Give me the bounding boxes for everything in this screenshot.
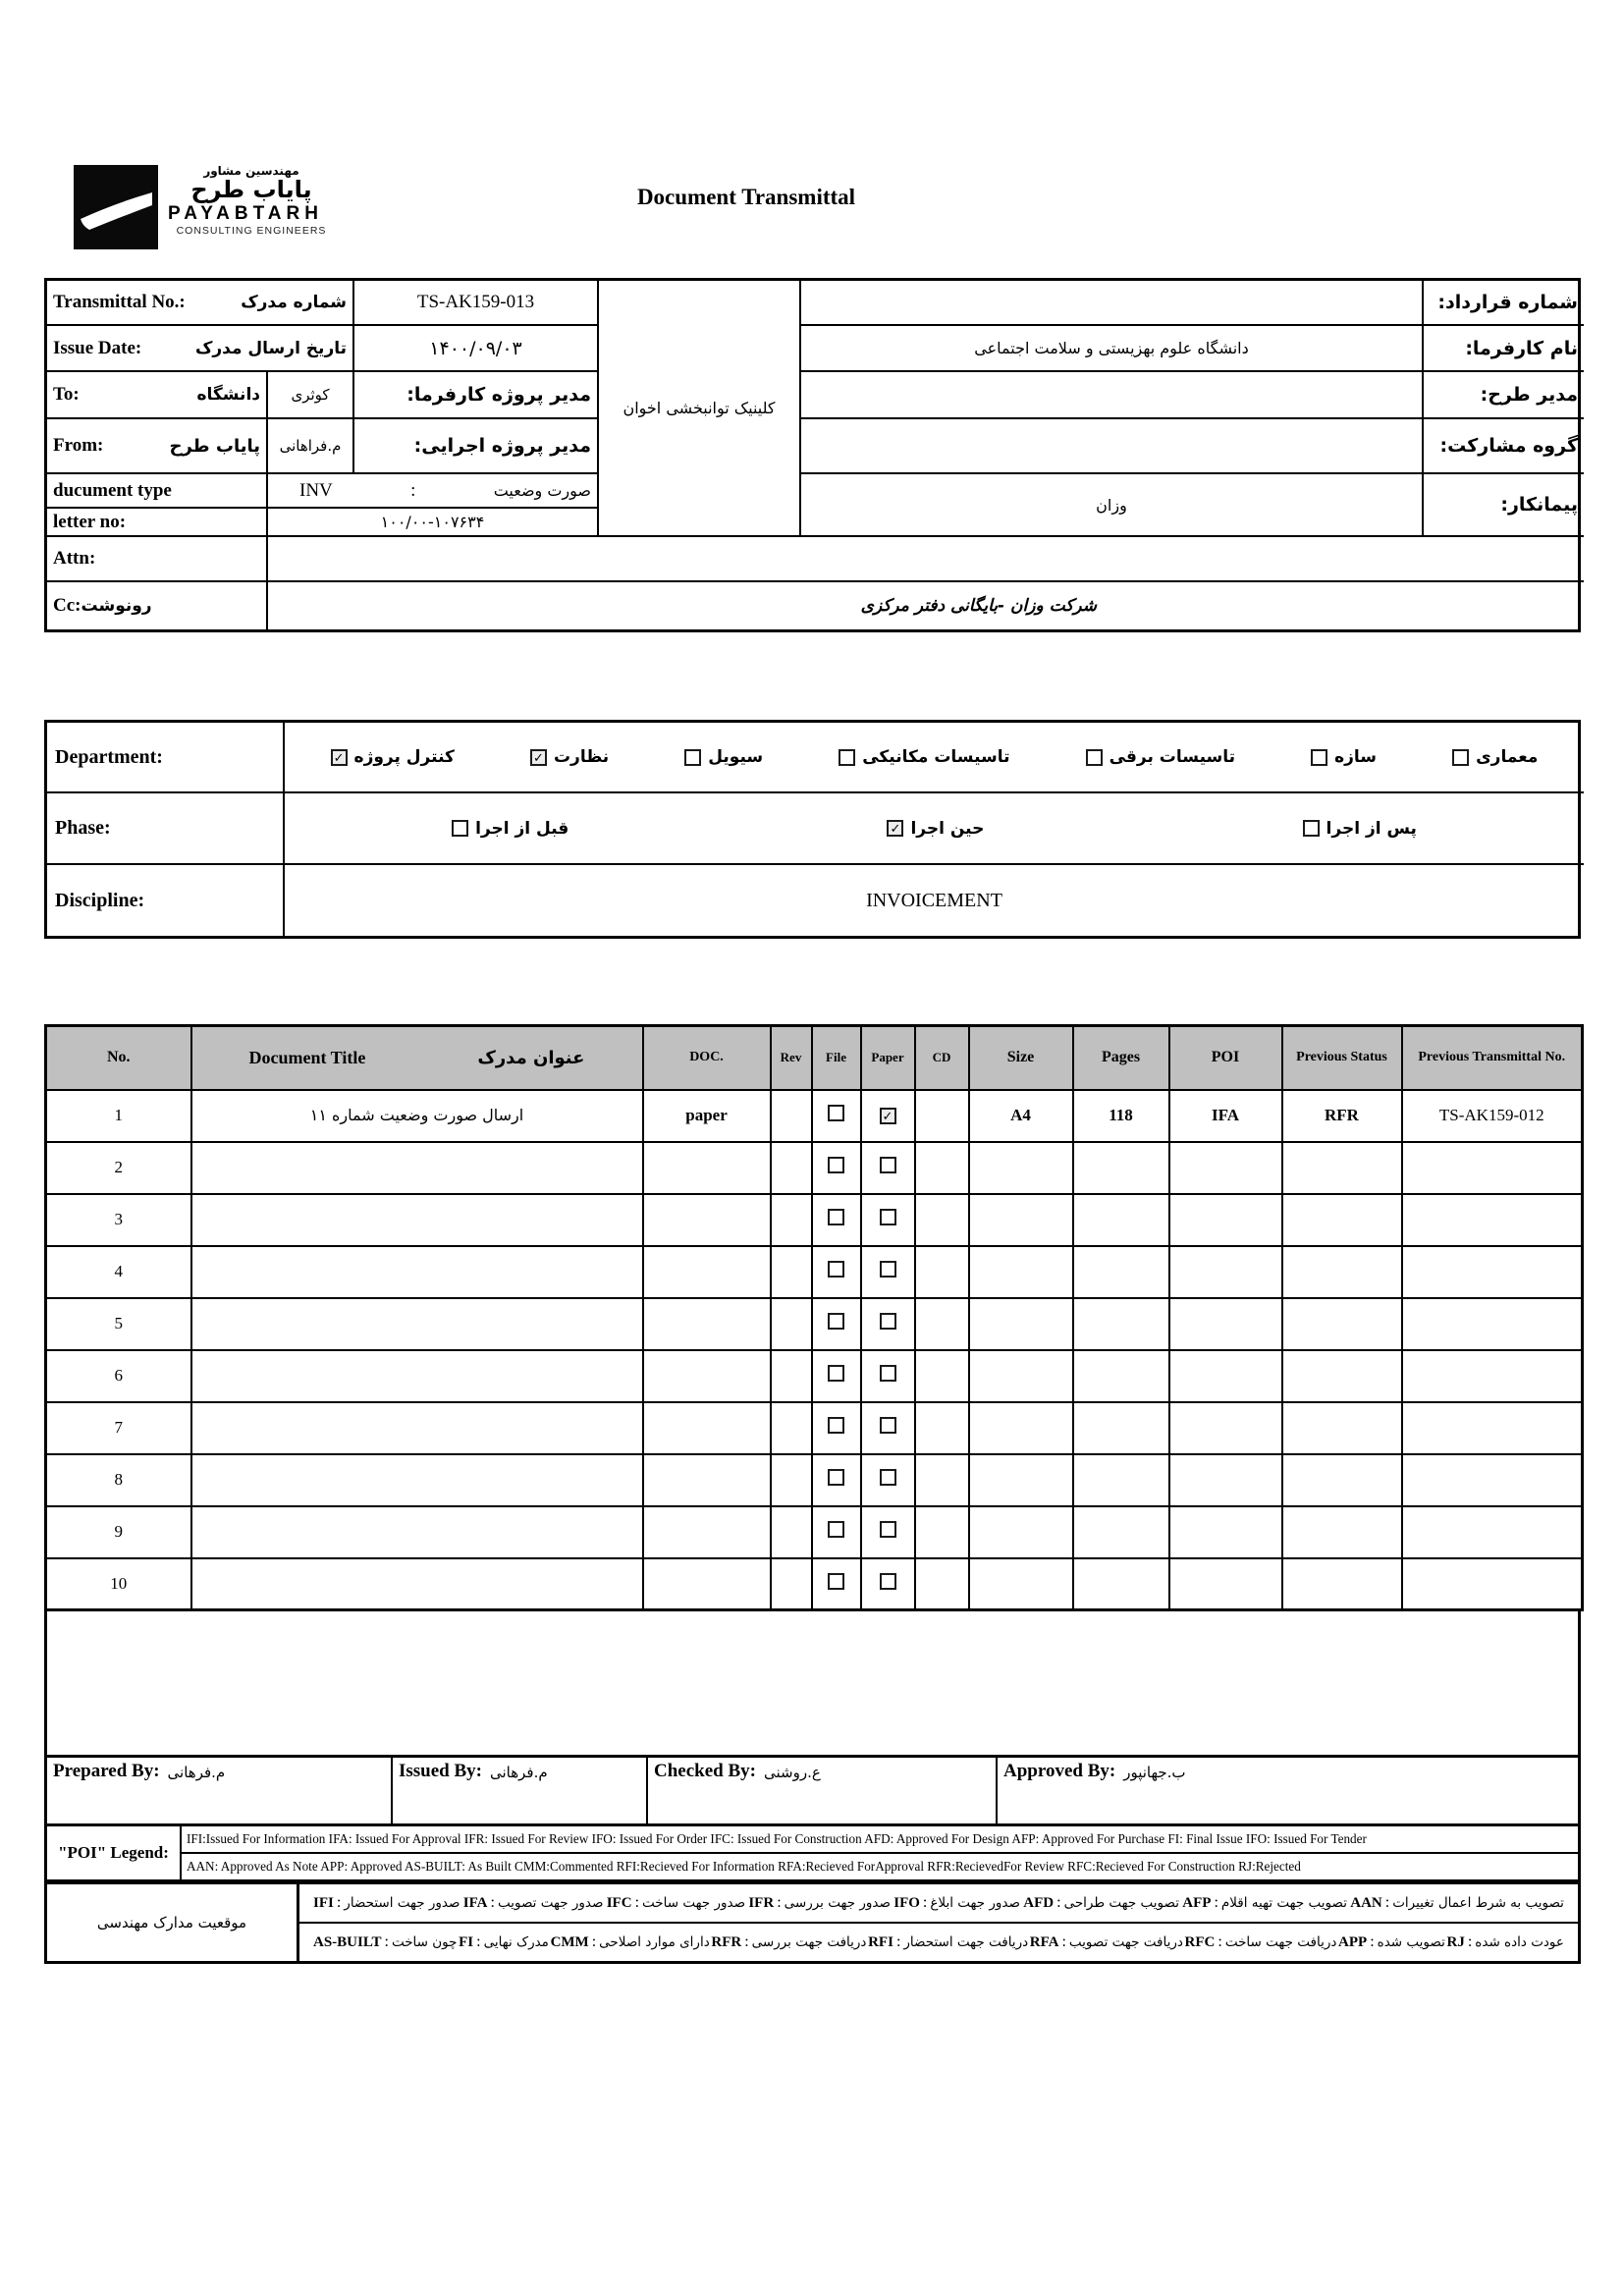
col-poi: POI bbox=[1169, 1026, 1282, 1090]
from-value: پایاب طرح bbox=[169, 435, 260, 457]
fa-status-legend bbox=[44, 1881, 1581, 1964]
prepared-by-value: م.فرهانی bbox=[167, 1764, 226, 1781]
table-row: 5 bbox=[46, 1298, 1583, 1350]
legend-item: RJ : عودت داده شده bbox=[1446, 1933, 1564, 1950]
legend-item: APP : تصویب شده bbox=[1338, 1933, 1445, 1950]
logo-en-subtitle: CONSULTING ENGINEERS bbox=[176, 224, 327, 237]
dept-option-architecture: معماری bbox=[1452, 747, 1538, 767]
from-person: م.فراهانی bbox=[279, 437, 342, 455]
poi-legend bbox=[44, 1826, 1581, 1882]
contractor-label: پیمانکار: bbox=[1424, 474, 1584, 537]
transmittal-no-value: TS-AK159-013 bbox=[354, 281, 599, 326]
file-checkbox[interactable] bbox=[828, 1573, 844, 1590]
legend-item: AAN : تصویب به شرط اعمال تغییرات bbox=[1350, 1894, 1564, 1911]
attn-label: Attn: bbox=[47, 537, 268, 582]
from-person-cell bbox=[268, 419, 354, 474]
legend-item: IFI : صدور جهت استحضار bbox=[313, 1894, 460, 1911]
client-name-value: دانشگاه علوم بهزیستی و سلامت اجتماعی bbox=[801, 326, 1424, 372]
file-checkbox[interactable] bbox=[828, 1105, 844, 1121]
issued-by-value: م.فرهانی bbox=[490, 1764, 548, 1781]
file-checkbox[interactable] bbox=[828, 1313, 844, 1330]
before-execution-checkbox[interactable] bbox=[452, 820, 468, 837]
table-row: 1 ارسال صورت وضعیت شماره ۱۱ paper ✓ A4 118 IFA RFR TS-AK159-012 bbox=[46, 1090, 1583, 1142]
legend-item: IFC : صدور جهت ساخت bbox=[606, 1894, 746, 1911]
after-execution-checkbox[interactable] bbox=[1303, 820, 1320, 837]
cc-value: شرکت وزان -بایگانی دفتر مرکزی bbox=[860, 596, 1097, 616]
discipline-value: INVOICEMENT bbox=[866, 889, 1002, 911]
design-manager-label: مدیر طرح: bbox=[1424, 372, 1584, 419]
legend-item: RFI : دریافت جهت استحضار bbox=[868, 1933, 1029, 1950]
col-no: No. bbox=[46, 1026, 191, 1090]
col-doc: DOC. bbox=[643, 1026, 771, 1090]
paper-checkbox[interactable] bbox=[880, 1521, 896, 1538]
civil-checkbox[interactable] bbox=[684, 749, 701, 766]
client-name-label: نام کارفرما: bbox=[1424, 326, 1584, 372]
issue-date-value: ۱۴۰۰/۰۹/۰۳ bbox=[354, 326, 599, 372]
from-label: From: bbox=[53, 435, 104, 456]
col-paper: Paper bbox=[861, 1026, 915, 1090]
logo-fa-tagline: مهندسین مشاور bbox=[203, 164, 299, 178]
legend-item: RFR : دریافت جهت بررسی bbox=[711, 1933, 867, 1950]
attn-value bbox=[268, 537, 1584, 582]
transmittal-no-label-cell bbox=[47, 281, 354, 326]
doc-type-value: INV bbox=[299, 479, 333, 501]
issue-date-label: Issue Date: bbox=[53, 337, 142, 358]
exec-pm-label: مدیر پروژه اجرایی: bbox=[354, 419, 599, 474]
legend-item: AFD : تصویب جهت طراحی bbox=[1023, 1894, 1179, 1911]
letter-no-value-cell bbox=[268, 509, 599, 537]
doc-type-fa: صورت وضعیت bbox=[493, 481, 591, 500]
table-row: 4 bbox=[46, 1246, 1583, 1298]
phase-options bbox=[285, 793, 1584, 865]
letter-no-label: letter no: bbox=[47, 509, 268, 537]
during-execution-checkbox[interactable] bbox=[887, 820, 903, 837]
supervision-checkbox[interactable] bbox=[530, 749, 547, 766]
paper-checkbox[interactable] bbox=[880, 1261, 896, 1278]
to-label: To: bbox=[53, 384, 80, 405]
col-cd: CD bbox=[915, 1026, 969, 1090]
doc-type-value-cell bbox=[268, 474, 599, 509]
col-title: Document Title عنوان مدرک bbox=[191, 1026, 643, 1090]
dept-option-project-control: ✓ کنترل پروژه bbox=[331, 747, 455, 767]
col-prev-transmittal: Previous Transmittal No. bbox=[1402, 1026, 1583, 1090]
to-person-cell bbox=[268, 372, 354, 419]
to-value: دانشگاه bbox=[196, 385, 260, 405]
issue-date-label-cell bbox=[47, 326, 354, 372]
issue-date-label-fa: تاریخ ارسال مدرک bbox=[194, 338, 347, 358]
poi-legend-line2: AAN: Approved As Note APP: Approved AS-BUILT: As Built CMM:Commented RFI:Recieved For Information RFA:Recieved ForApproval RFR:RecievedFor Review RFC:Recieved For Construction RJ:Rejected bbox=[187, 1859, 1301, 1874]
page-title: Document Transmittal bbox=[636, 185, 856, 209]
document-list-block bbox=[44, 1024, 1581, 1882]
electrical-checkbox[interactable] bbox=[1086, 749, 1103, 766]
col-size: Size bbox=[969, 1026, 1073, 1090]
table-row: 6 bbox=[46, 1350, 1583, 1402]
contractor-value-cell bbox=[801, 474, 1424, 537]
paper-checkbox[interactable] bbox=[880, 1209, 896, 1225]
table-header-row bbox=[46, 1026, 1583, 1090]
file-checkbox[interactable] bbox=[828, 1469, 844, 1486]
issued-by-cell bbox=[393, 1758, 648, 1823]
file-checkbox[interactable] bbox=[828, 1209, 844, 1225]
file-checkbox[interactable] bbox=[828, 1261, 844, 1278]
legend-item: IFR : صدور جهت بررسی bbox=[748, 1894, 891, 1911]
table-row: 9 bbox=[46, 1506, 1583, 1558]
file-checkbox[interactable] bbox=[828, 1365, 844, 1382]
cc-label: Cc: bbox=[53, 595, 81, 616]
checked-by-label: Checked By: bbox=[654, 1761, 756, 1781]
table-row: 7 bbox=[46, 1402, 1583, 1454]
table-row: 8 bbox=[46, 1454, 1583, 1506]
paper-checkbox[interactable] bbox=[880, 1469, 896, 1486]
partnership-value bbox=[801, 419, 1424, 474]
fa-legend-label: موقعیت مدارک مهندسی bbox=[47, 1884, 299, 1961]
fa-legend-line1 bbox=[299, 1884, 1578, 1924]
legend-item: CMM : دارای موارد اصلاحی bbox=[550, 1933, 710, 1950]
remarks-blank-area bbox=[44, 1611, 1581, 1755]
project-control-checkbox[interactable] bbox=[331, 749, 348, 766]
paper-checkbox[interactable] bbox=[880, 1573, 896, 1590]
architecture-checkbox[interactable] bbox=[1452, 749, 1469, 766]
dept-option-mechanical: تاسیسات مکانیکی bbox=[839, 747, 1009, 767]
file-checkbox[interactable] bbox=[828, 1417, 844, 1434]
paper-checkbox[interactable] bbox=[880, 1313, 896, 1330]
legend-item: IFO : صدور جهت ابلاغ bbox=[893, 1894, 1020, 1911]
legend-item: AFP : تصویب جهت تهیه اقلام bbox=[1182, 1894, 1347, 1911]
col-rev: Rev bbox=[771, 1026, 812, 1090]
transmittal-no-label: Transmittal No.: bbox=[53, 292, 186, 312]
letter-no-value: ۱۰۰/۰۰-۱۰۷۶۳۴ bbox=[380, 513, 485, 531]
approved-by-cell bbox=[998, 1758, 1578, 1823]
contractor-value: وزان bbox=[1096, 495, 1127, 515]
paper-checkbox[interactable] bbox=[880, 1157, 896, 1173]
col-file: File bbox=[812, 1026, 861, 1090]
structure-checkbox[interactable] bbox=[1311, 749, 1327, 766]
table-row: 10 bbox=[46, 1558, 1583, 1610]
cc-label-fa: رونوشت bbox=[81, 596, 152, 616]
logo-en-name: PAYABTARH bbox=[168, 202, 323, 224]
phase-option-after-execution: پس از اجرا bbox=[1303, 819, 1417, 839]
client-pm-label: مدیر پروژه کارفرما: bbox=[354, 372, 599, 419]
department-options bbox=[285, 723, 1584, 793]
dept-option-supervision: ✓ نظارت bbox=[530, 747, 609, 767]
dept-option-electrical: تاسیسات برقی bbox=[1086, 747, 1235, 767]
approved-by-value: ب.جهانپور bbox=[1123, 1764, 1186, 1781]
project-name: کلینیک توانبخشی اخوان bbox=[623, 399, 776, 417]
header-info-table bbox=[44, 278, 1581, 632]
design-manager-value bbox=[801, 372, 1424, 419]
paper-checkbox[interactable] bbox=[880, 1417, 896, 1434]
dept-option-structure: سازه bbox=[1311, 747, 1377, 767]
table-row: 2 bbox=[46, 1142, 1583, 1194]
contract-no-label: شماره قرارداد: bbox=[1424, 281, 1584, 326]
legend-item: AS-BUILT : چون ساخت bbox=[313, 1933, 458, 1950]
phase-option-during-execution: ✓ حین اجرا bbox=[887, 819, 984, 839]
col-prev-status: Previous Status bbox=[1282, 1026, 1402, 1090]
approved-by-label: Approved By: bbox=[1003, 1761, 1116, 1781]
department-label: Department: bbox=[47, 723, 285, 793]
doc-type-label: ducument type bbox=[47, 474, 268, 509]
paper-checkbox[interactable] bbox=[880, 1108, 896, 1124]
poi-legend-line1: IFI:Issued For Information IFA: Issued For Approval IFR: Issued For Review IFO: Issued For Order IFC: Issued For Construction AFD: Approved For Design AFP: Approved For Purchase FI: Final Issue IFO: Issued For Tender bbox=[182, 1826, 1578, 1854]
dept-option-civil: سیویل bbox=[684, 747, 763, 767]
paper-checkbox[interactable] bbox=[880, 1365, 896, 1382]
prepared-by-label: Prepared By: bbox=[53, 1761, 160, 1781]
table-row: 3 bbox=[46, 1194, 1583, 1246]
file-checkbox[interactable] bbox=[828, 1157, 844, 1173]
poi-legend-label: "POI" Legend: bbox=[47, 1826, 182, 1879]
legend-item: IFA : صدور جهت تصویب bbox=[462, 1894, 604, 1911]
contract-no-value bbox=[801, 281, 1424, 326]
cc-label-cell bbox=[47, 582, 268, 629]
legend-item: RFC : دریافت جهت ساخت bbox=[1184, 1933, 1337, 1950]
legend-item: FI : مدرک نهایی bbox=[459, 1933, 549, 1950]
prepared-by-cell bbox=[47, 1758, 393, 1823]
checked-by-cell bbox=[648, 1758, 998, 1823]
signature-row bbox=[44, 1755, 1581, 1826]
col-pages: Pages bbox=[1073, 1026, 1169, 1090]
issued-by-label: Issued By: bbox=[399, 1761, 482, 1781]
classification-table bbox=[44, 720, 1581, 939]
checked-by-value: ع.روشنی bbox=[763, 1764, 821, 1781]
transmittal-no-label-fa: شماره مدرک bbox=[241, 293, 347, 312]
to-cell bbox=[47, 372, 268, 419]
file-checkbox[interactable] bbox=[828, 1521, 844, 1538]
to-person: کوثری bbox=[291, 386, 330, 404]
partnership-label: گروه مشارکت: bbox=[1424, 419, 1584, 474]
fa-legend-line2 bbox=[299, 1924, 1578, 1961]
from-cell bbox=[47, 419, 268, 474]
discipline-label: Discipline: bbox=[47, 865, 285, 936]
cc-value-cell bbox=[268, 582, 1584, 629]
phase-label: Phase: bbox=[47, 793, 285, 865]
project-name-cell bbox=[599, 281, 801, 537]
document-list-table bbox=[44, 1024, 1584, 1611]
logo-fa-name: پایاب طرح bbox=[190, 175, 312, 203]
doc-type-separator: : bbox=[410, 479, 416, 501]
legend-item: RFA : دریافت جهت تصویب bbox=[1029, 1933, 1183, 1950]
phase-option-before-execution: قبل از اجرا bbox=[452, 819, 568, 839]
mechanical-checkbox[interactable] bbox=[839, 749, 855, 766]
